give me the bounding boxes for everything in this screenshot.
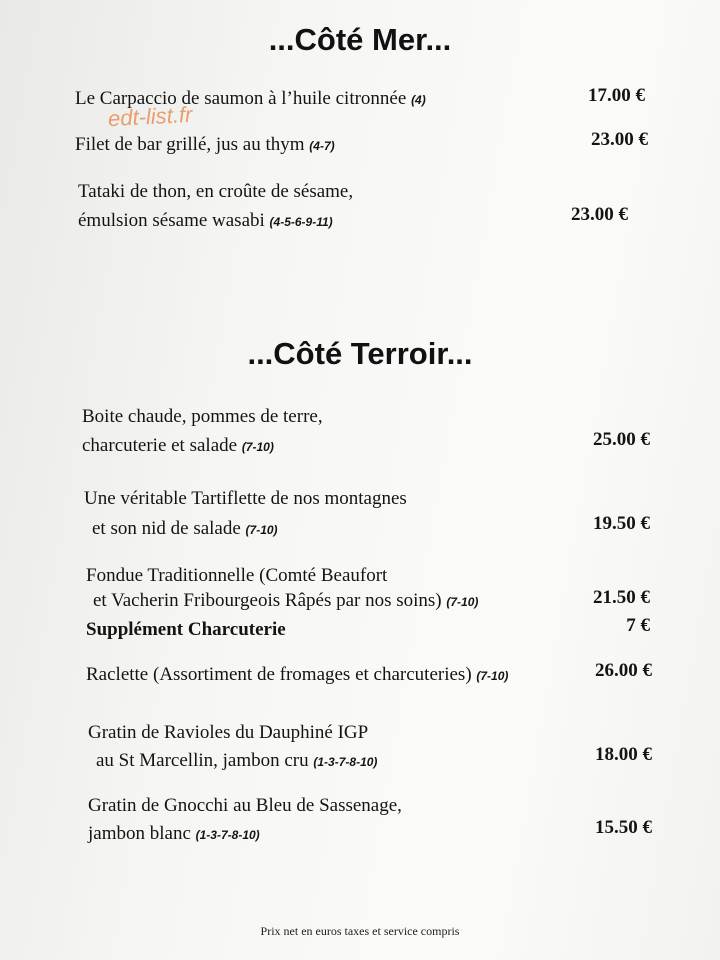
price-tartiflette: 19.50 € (593, 513, 650, 534)
supplement-charcuterie: Supplément Charcuterie (86, 619, 286, 640)
menu-item-tataki-line1: Tataki de thon, en croûte de sésame, (78, 181, 354, 202)
dish-name: Le Carpaccio de saumon à l’huile citronnée (75, 88, 412, 109)
price-supplement: 7 € (626, 615, 650, 636)
menu-item-filet-bar (75, 133, 335, 158)
menu-item-gnocchi-line2 (88, 822, 260, 847)
dish-name: et son nid de salade (92, 518, 246, 539)
menu-item-ravioles-line1: Gratin de Ravioles du Dauphiné IGP (88, 722, 369, 743)
section-title-mer: ...Côté Mer... (268, 22, 452, 57)
allergen-codes: (4-7) (309, 139, 335, 153)
dish-name: et Vacherin Fribourgeois Râpés par nos soins) (93, 590, 447, 611)
dish-name: charcuterie et salade (82, 435, 242, 456)
price-gnocchi: 15.50 € (595, 817, 652, 838)
allergen-codes: (7-10) (446, 595, 479, 609)
allergen-codes: (7-10) (476, 669, 509, 683)
dish-name: émulsion sésame wasabi (78, 210, 270, 231)
allergen-codes: (4-5-6-9-11) (269, 215, 333, 229)
dish-name: jambon blanc (88, 823, 196, 844)
menu-item-gnocchi-line1: Gratin de Gnocchi au Bleu de Sassenage, (88, 795, 402, 816)
allergen-codes: (1-3-7-8-10) (313, 755, 378, 769)
dish-name: au St Marcellin, jambon cru (96, 750, 314, 771)
allergen-codes: (7-10) (241, 440, 274, 454)
menu-item-tartiflette-line1: Une véritable Tartiflette de nos montagnes (84, 488, 407, 509)
watermark: edt-list.fr (107, 101, 193, 132)
price-raclette: 26.00 € (595, 660, 652, 681)
dish-name: Filet de bar grillé, jus au thym (75, 134, 310, 155)
allergen-codes: (4) (411, 93, 426, 107)
section-title-terroir: ...Côté Terroir... (247, 336, 473, 371)
footer-note: Prix net en euros taxes et service compris (260, 924, 460, 938)
price-boite-chaude: 25.00 € (593, 429, 650, 450)
price-carpaccio: 17.00 € (588, 85, 645, 106)
allergen-codes: (1-3-7-8-10) (195, 828, 260, 842)
dish-name: Raclette (Assortiment de fromages et charcuteries) (86, 664, 477, 685)
menu-item-fondue-line2 (93, 589, 478, 614)
menu-item-boite-chaude-line2 (82, 434, 274, 459)
price-tataki: 23.00 € (571, 204, 628, 225)
menu-item-raclette (86, 663, 508, 688)
menu-item-tataki-line2 (78, 209, 333, 234)
allergen-codes: (7-10) (245, 523, 278, 537)
menu-item-tartiflette-line2 (92, 517, 278, 542)
price-ravioles: 18.00 € (595, 744, 652, 765)
price-fondue: 21.50 € (593, 587, 650, 608)
menu-item-boite-chaude-line1: Boite chaude, pommes de terre, (82, 406, 323, 427)
menu-item-ravioles-line2 (96, 749, 377, 774)
menu-item-fondue-line1: Fondue Traditionnelle (Comté Beaufort (86, 565, 388, 586)
price-filet-bar: 23.00 € (591, 129, 648, 150)
